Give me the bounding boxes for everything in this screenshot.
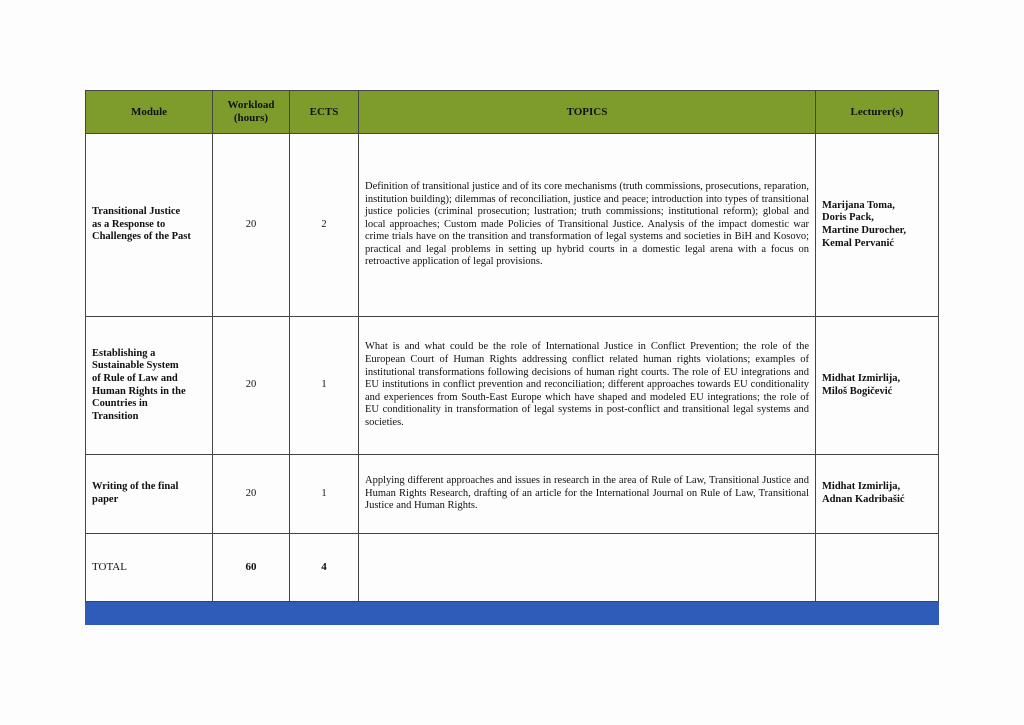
- module-name-line: Transition: [92, 410, 139, 422]
- lecturer-name: Kemal Pervanić: [822, 237, 895, 249]
- module-name-line: Transitional Justice: [92, 206, 181, 218]
- table-row: [86, 455, 939, 534]
- lecturer-name: Marijana Toma,: [822, 199, 895, 211]
- empty-lecturers-cell: [816, 534, 939, 602]
- lecturer-name: Midhat Izmirlija,: [822, 372, 901, 384]
- total-label: TOTAL: [86, 534, 213, 602]
- empty-topics-cell: [359, 534, 816, 602]
- total-row: [86, 534, 939, 602]
- table-row: [86, 317, 939, 455]
- ects-cell: 1: [290, 455, 359, 534]
- module-name-line: paper: [92, 494, 119, 505]
- topics-cell: What is and what could be the role of International Justice in Conflict Prevention; the role of the European Court of Human Rights addressing conflict related human rights violations; examples of institutional transformations following decisions of human right courts. The role of EU integrations and EU institutions in conflict prevention and reconciliation; different approaches towards EU conditionality and experiences from South-East Europe which have shaped and modeled EU integrations; the role of EU conditionality in transformation of legal systems in post-conflict and transitional legal systems and societies.: [359, 317, 816, 455]
- module-name-line: Writing of the final: [92, 481, 179, 493]
- module-cell: [86, 455, 213, 534]
- topics-cell: Applying different approaches and issues in research in the area of Rule of Law, Transitional Justice and Human Rights Research, drafting of an article for the International Journal on Rule of Law, Transitional Justice and Human Rights.: [359, 455, 816, 534]
- workload-cell: 20: [213, 134, 290, 317]
- module-cell: [86, 134, 213, 317]
- module-cell: [86, 317, 213, 455]
- workload-cell: 20: [213, 455, 290, 534]
- module-name-line: Establishing a: [92, 347, 156, 359]
- lecturers-cell: [816, 455, 939, 534]
- module-name-line: Countries in: [92, 398, 148, 410]
- lecturer-name: Martine Durocher,: [822, 225, 906, 236]
- header-ects: ECTS: [290, 91, 359, 134]
- module-name-line: as a Response to: [92, 218, 166, 230]
- footer-color-bar: [86, 602, 939, 625]
- lecturer-name: Miloš Bogičević: [822, 385, 893, 397]
- total-ects: 4: [290, 534, 359, 602]
- lecturer-name: Adnan Kadribašić: [822, 494, 905, 505]
- table-header-row: [86, 91, 939, 134]
- topics-cell: Definition of transitional justice and of its core mechanisms (truth commissions, prosecutions, reparation, institution building); dilemmas of reconciliation, justice and peace; introduction into types of transitional justice policies (criminal prosecution; lustration; truth commissions; institutional reform); global and local approaches; Custom made Policies of Transitional Justice. Analysis of the impact domestic war crime trials have on the transition and transformation of legal systems and societies in BiH and Kosovo; practical and legal problems in setting up hybrid courts in a domestic legal arena with a focus on retroactive application of legal provisions.: [359, 134, 816, 317]
- lecturers-cell: [816, 134, 939, 317]
- course-modules-table: [85, 90, 939, 625]
- header-workload-line2: (hours): [233, 112, 269, 124]
- header-lecturers: Lecturer(s): [816, 91, 939, 134]
- total-workload: 60: [213, 534, 290, 602]
- workload-cell: 20: [213, 317, 290, 455]
- ects-cell: 2: [290, 134, 359, 317]
- header-workload-line1: Workload: [227, 99, 275, 111]
- header-module: Module: [86, 91, 213, 134]
- module-name-line: of Rule of Law and: [92, 372, 178, 384]
- header-workload: [213, 91, 290, 134]
- footer-bar-cell: [86, 602, 939, 625]
- header-topics: TOPICS: [359, 91, 816, 134]
- lecturer-name: Midhat Izmirlija,: [822, 481, 901, 493]
- lecturers-cell: [816, 317, 939, 455]
- module-name-line: Sustainable System: [92, 360, 179, 372]
- ects-cell: 1: [290, 317, 359, 455]
- module-name-line: Human Rights in the: [92, 385, 186, 397]
- table-row: [86, 134, 939, 317]
- module-name-line: Challenges of the Past: [92, 231, 191, 243]
- lecturer-name: Doris Pack,: [822, 212, 874, 224]
